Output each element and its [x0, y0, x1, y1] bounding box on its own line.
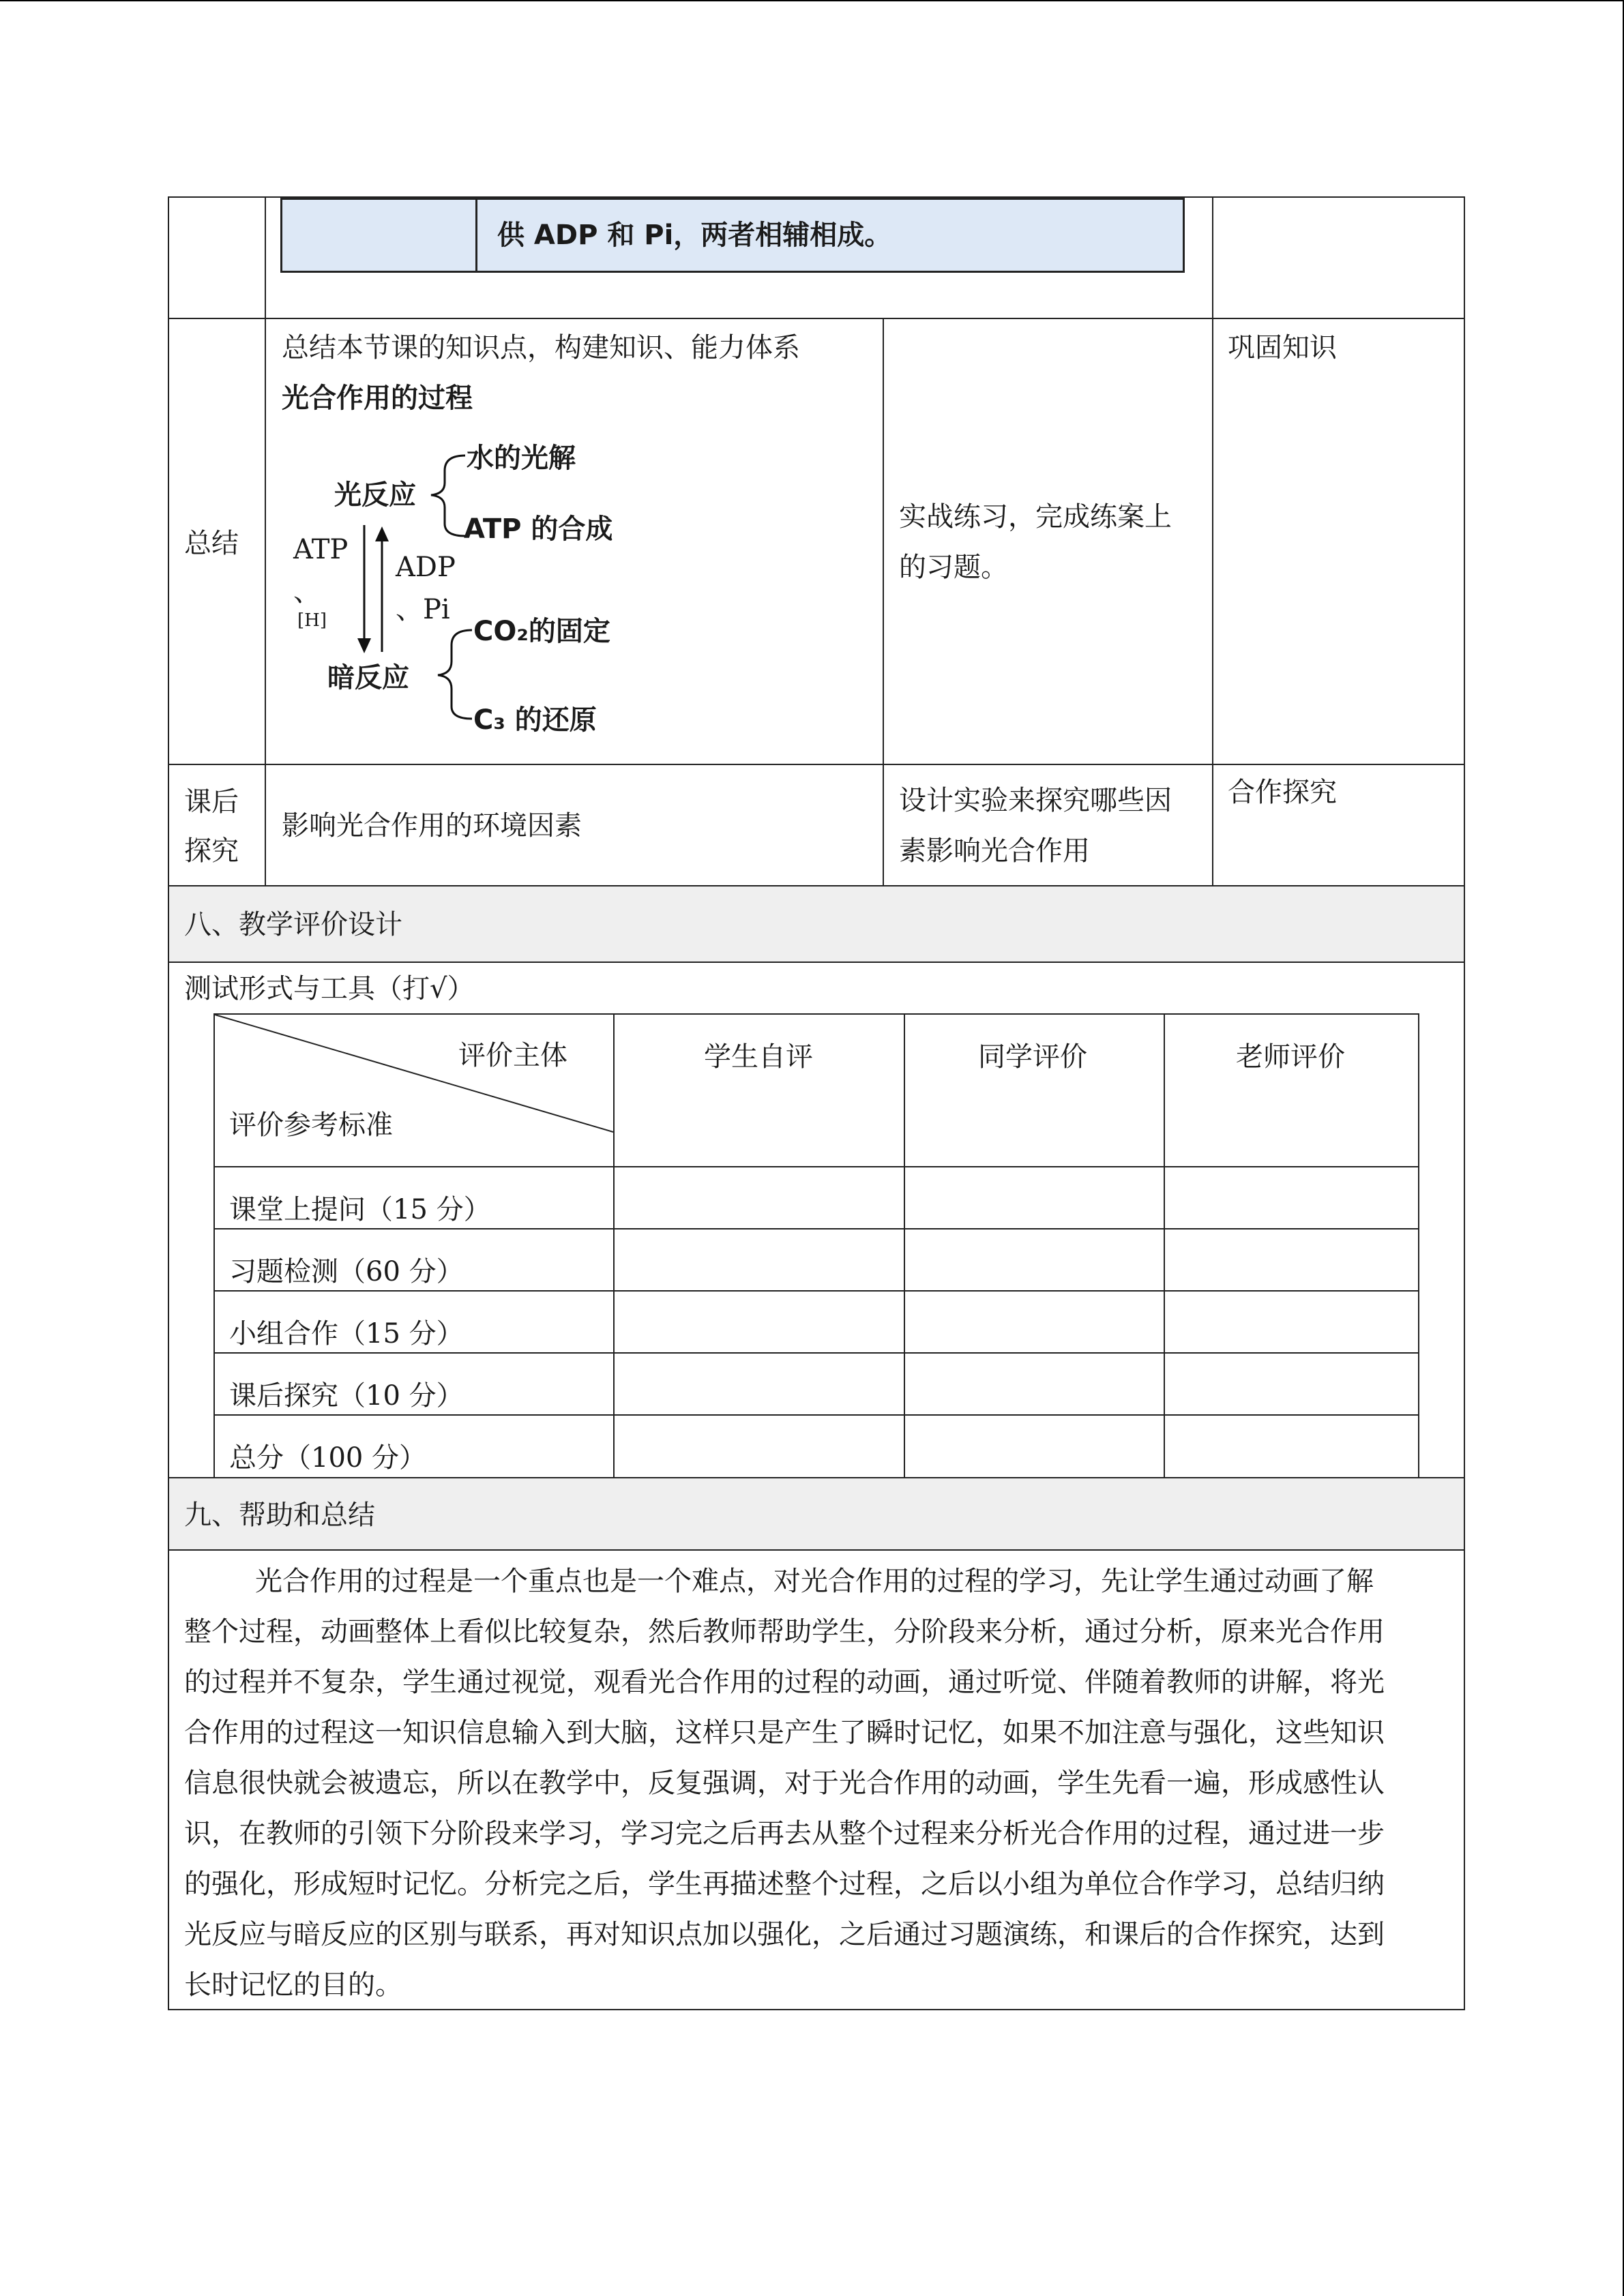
- summary-activity-line1: 实战练习，完成练案上: [899, 501, 1172, 533]
- atp-synthesis-label: ATP 的合成: [464, 513, 613, 545]
- diagonal-header-line: [213, 1013, 615, 1167]
- nadph-label: [H]: [297, 610, 327, 631]
- dark-reaction-brace: [438, 630, 472, 719]
- light-reaction-label: 光反应: [334, 479, 416, 511]
- paragraph-line: 的过程并不复杂，学生通过视觉，观看光合作用的过程的动画，通过听觉、伴随着教师的讲解，将光: [184, 1667, 1385, 1698]
- summary-intro: 总结本节课的知识点，构建知识、能力体系: [282, 332, 800, 363]
- summary-activity-line2: 的习题。: [899, 552, 1008, 583]
- after-class-activity-line2: 素影响光合作用: [899, 835, 1090, 867]
- inner-note-text: 供 ADP 和 Pi，两者相辅相成。: [497, 220, 892, 251]
- separator-mark: 、: [293, 576, 321, 608]
- eval-row-label: 总分（100 分）: [229, 1442, 427, 1474]
- co2-fixation-label: CO₂的固定: [473, 616, 610, 647]
- diagram-title: 光合作用的过程: [282, 383, 473, 414]
- paragraph-line: 信息很快就会被遗忘，所以在教学中，反复强调，对于光合作用的动画，学生先看一遍，形成感性认: [184, 1768, 1385, 1799]
- eval-row-divider: [213, 1290, 1419, 1292]
- eval-row-divider: [213, 1228, 1419, 1229]
- eval-col-divider: [904, 1013, 905, 1478]
- paragraph-line: 识，在教师的引领下分阶段来学习，学习完之后再去从整个过程来分析光合作用的过程，通过进一步: [184, 1818, 1385, 1849]
- section8-heading: 八、教学评价设计: [184, 909, 402, 940]
- light-reaction-brace: [431, 456, 465, 536]
- eval-row-label: 小组合作（15 分）: [229, 1318, 464, 1350]
- after-class-purpose: 合作探究: [1228, 777, 1337, 808]
- paragraph-line: 光反应与暗反应的区别与联系，再对知识点加以强化，之后通过习题演练，和课后的合作探究，达到: [184, 1919, 1385, 1950]
- summary-label: 总结: [184, 528, 239, 559]
- after-class-label-line2: 探究: [184, 835, 239, 867]
- atp-label: ATP: [293, 534, 349, 565]
- up-arrow-head: [375, 526, 389, 541]
- eval-col-header: 学生自评: [704, 1041, 813, 1073]
- after-class-activity-line1: 设计实验来探究哪些因: [899, 785, 1172, 816]
- summary-purpose: 巩固知识: [1228, 332, 1337, 363]
- after-class-content: 影响光合作用的环境因素: [282, 810, 582, 841]
- paragraph-line: 合作用的过程这一知识信息输入到大脑，这样只是产生了瞬时记忆，如果不加注意与强化，这些知识: [184, 1717, 1385, 1748]
- down-arrow-head: [357, 638, 371, 653]
- dark-reaction-label: 暗反应: [327, 662, 409, 694]
- eval-row-divider: [213, 1414, 1419, 1416]
- eval-row-divider: [213, 1352, 1419, 1354]
- water-photolysis-label: 水的光解: [467, 443, 576, 474]
- pi-label: 、Pi: [396, 594, 450, 625]
- eval-row-label: 习题检测（60 分）: [229, 1256, 464, 1287]
- eval-row-label: 课后探究（10 分）: [229, 1380, 464, 1412]
- diag-header-top: 评价主体: [458, 1040, 567, 1071]
- paragraph-line: 整个过程，动画整体上看似比较复杂，然后教师帮助学生，分阶段来分析，通过分析，原来光合作用: [184, 1616, 1385, 1648]
- paragraph-line: 的强化，形成短时记忆。分析完之后，学生再描述整个过程，之后以小组为单位合作学习，总结归纳: [184, 1868, 1385, 1900]
- after-class-label-line1: 课后: [184, 786, 239, 818]
- section9-heading: 九、帮助和总结: [184, 1500, 375, 1531]
- eval-col-header: 老师评价: [1236, 1041, 1345, 1073]
- paragraph-line: 长时记忆的目的。: [184, 1969, 402, 2001]
- diag-header-bottom: 评价参考标准: [229, 1109, 393, 1141]
- eval-col-divider: [1164, 1013, 1165, 1478]
- eval-col-header: 同学评价: [978, 1041, 1087, 1073]
- c3-reduction-label: C₃ 的还原: [473, 704, 597, 736]
- eval-row-label: 课堂上提问（15 分）: [229, 1194, 491, 1225]
- paragraph-line: 光合作用的过程是一个重点也是一个难点，对光合作用的过程的学习，先让学生通过动画了解: [255, 1566, 1374, 1597]
- adp-label: ADP: [396, 552, 456, 583]
- summary-paragraph: [184, 1556, 1450, 2010]
- test-form-label: 测试形式与工具（打√）: [184, 973, 475, 1004]
